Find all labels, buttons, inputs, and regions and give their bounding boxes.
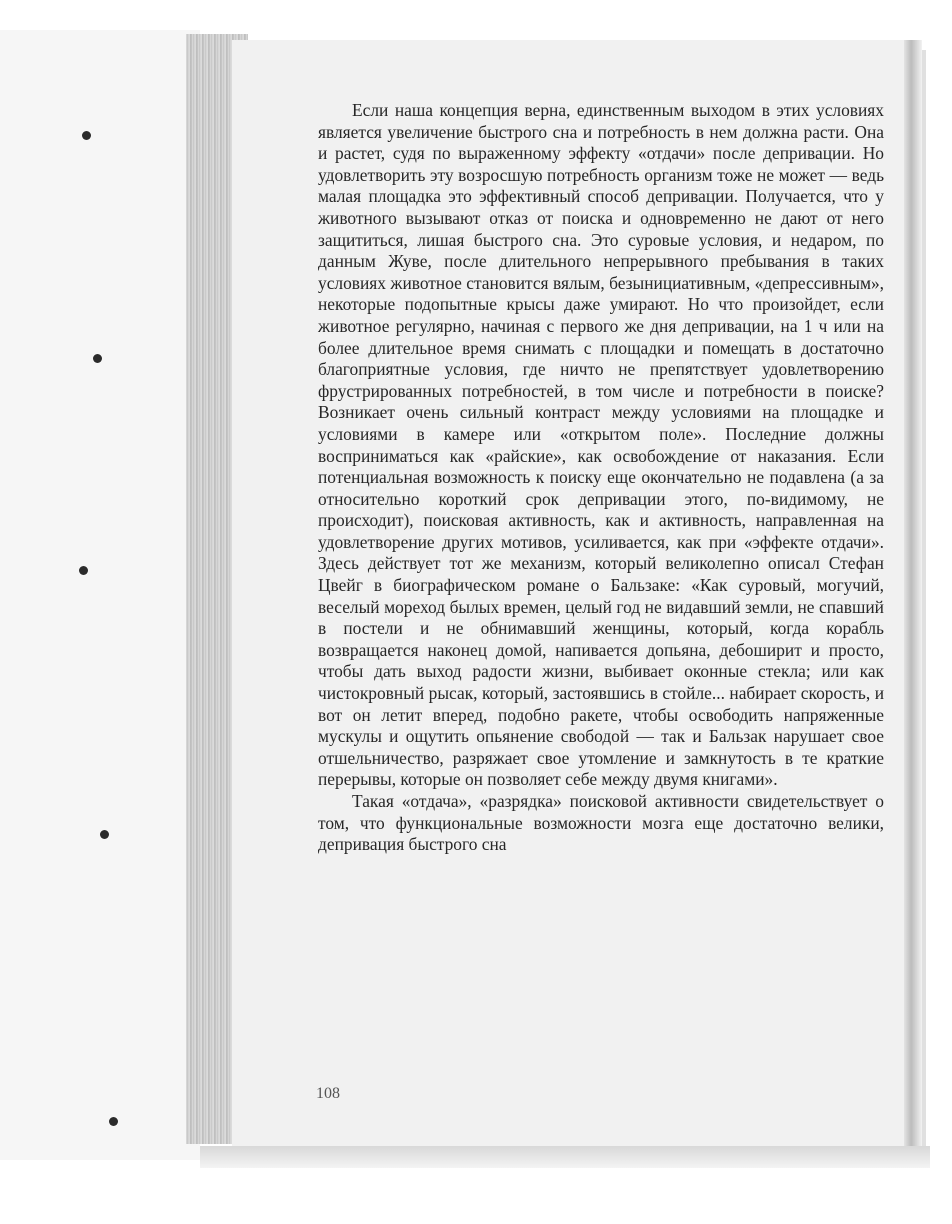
body-text — [318, 100, 884, 856]
page-right-edge — [904, 40, 922, 1152]
binder-hole — [100, 830, 109, 839]
paragraph: Если наша концепция верна, единственным выходом в этих условиях является увеличение быстрого сна и потребность в нем должна расти. Она и растет, судя по выраженному эффекту «отдачи» после депривации. Но удовлетворить эту возросшую потребность организм тоже не может — ведь малая площадка это эффективный способ депривации. Получается, что у животного вызывают отказ от поиска и одновременно не дают от него защититься, лишая быстрого сна. Это суровые условия, и недаром, по данным Жуве, после длительного непрерывного пребывания в таких условиях животное становится вялым, безынициативным, «депрессивным», некоторые подопытные крысы даже умирают. Но что произойдет, если животное регулярно, начиная с первого же дня депривации, на 1 ч или на более длительное время снимать с площадки и помещать в достаточно благоприятные условия, где ничто не препятствует удовлетворению фрустрированных потребностей, в том числе и потребности в поиске? Возникает очень сильный контраст между условиями на площадке и условиями в камере или «открытом поле». Последние должны восприниматься как «райские», как освобождение от наказания. Если потенциальная возможность к поиску еще окончательно не подавлена (а за относительно короткий срок депривации этого, по-видимому, не происходит), поисковая активность, как и активность, направленная на удовлетворение других мотивов, усиливается, как при «эффекте отдачи». Здесь действует тот же механизм, который великолепно описал Стефан Цвейг в биографическом романе о Бальзаке: «Как суровый, могучий, веселый мореход былых времен, целый год не видавший земли, не спавший в постели и не обнимавший женщины, который, когда корабль возвращается наконец домой, напивается допьяна, дебоширит и просто, чтобы дать выход радости жизни, выбивает оконные стекла; или как чистокровный рысак, который, застоявшись в стойле... набирает скорость, и вот он летит вперед, подобно ракете, чтобы освободить напряженные мускулы и ощутить опьянение свободой — так и Бальзак нарушает свое отшельничество, разряжает свое утомление и замкнутость в те краткие перерывы, которые он позволяет себе между двумя книгами». — [318, 100, 884, 790]
paragraph: Такая «отдача», «разрядка» поисковой активности свидетельствует о том, что функциональные возможности мозга еще достаточно велики, депривация быстрого сна — [318, 791, 884, 855]
binder-hole — [109, 1117, 118, 1126]
binder-margin — [0, 30, 200, 1160]
binder-hole — [79, 566, 88, 575]
binder-hole — [93, 354, 102, 363]
page-bottom-shadow — [200, 1146, 930, 1168]
binder-hole — [82, 131, 91, 140]
page-number: 108 — [316, 1085, 340, 1102]
